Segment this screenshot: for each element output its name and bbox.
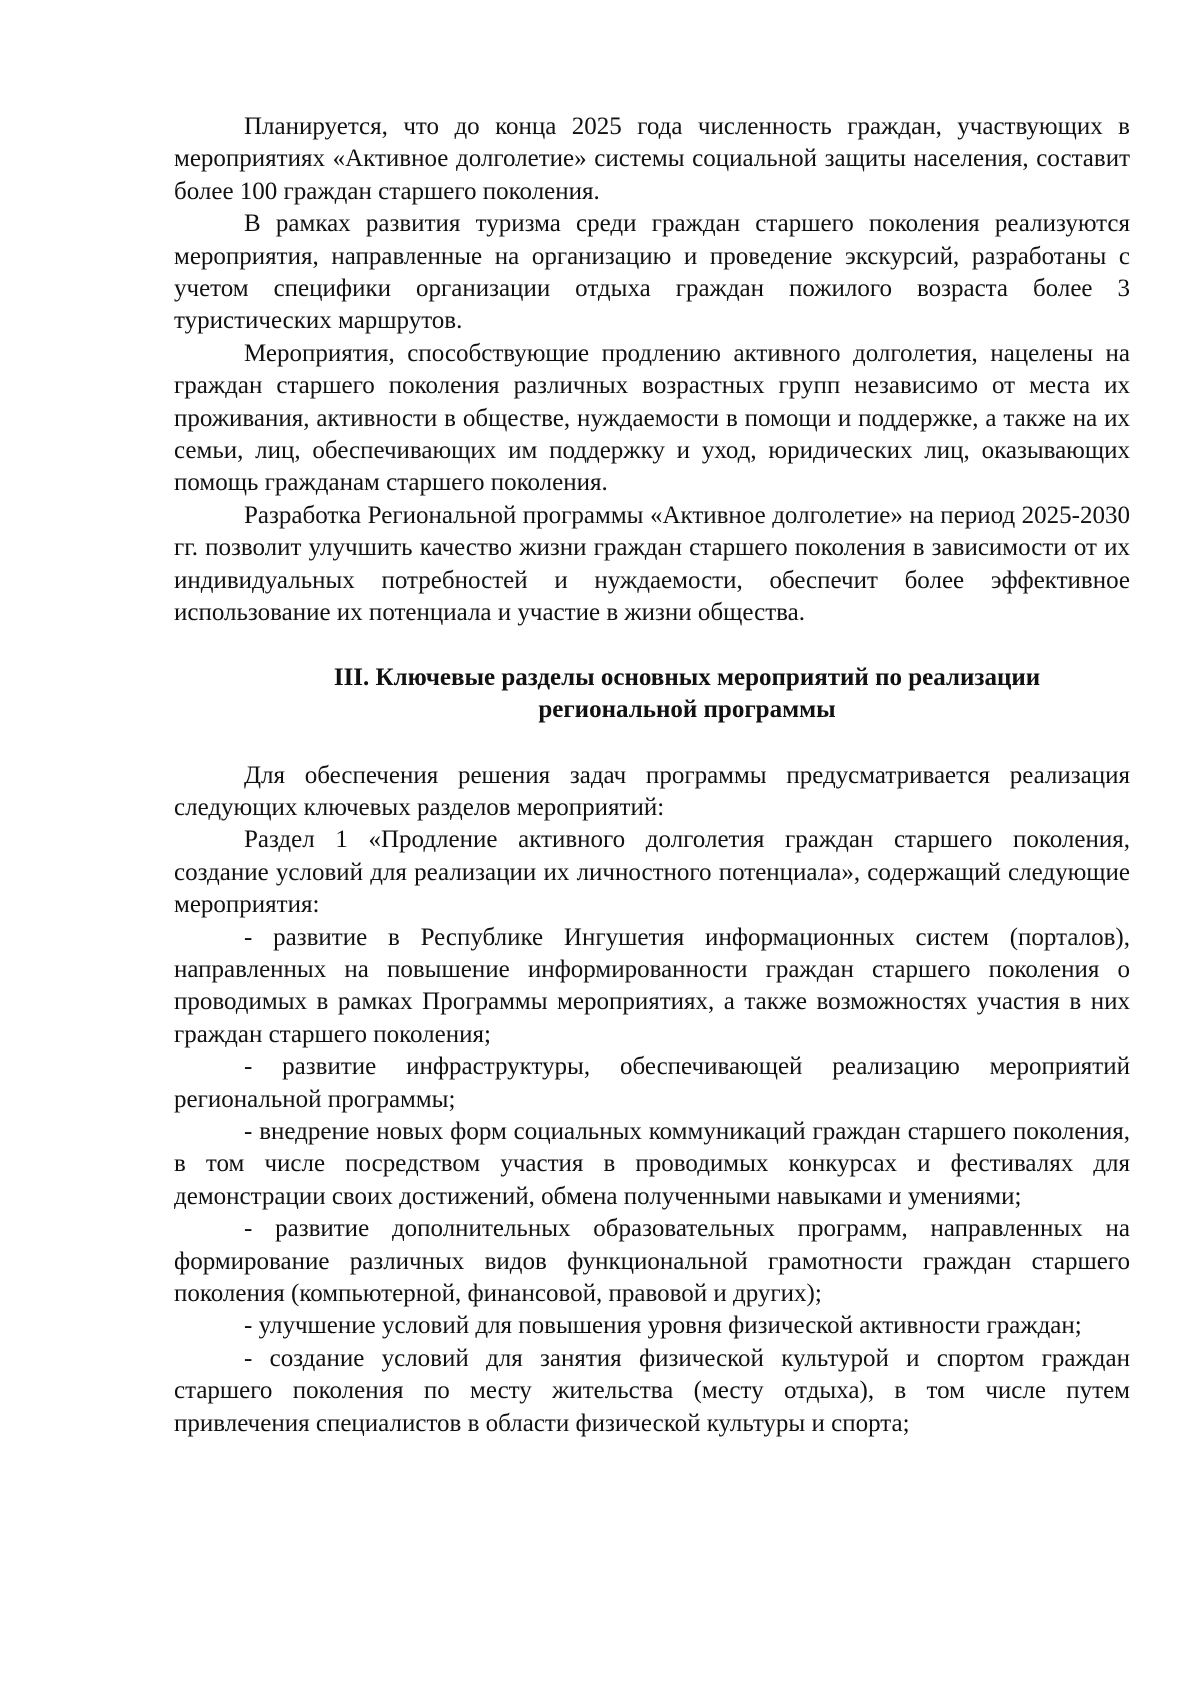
section-heading-line-1: III. Ключевые разделы основных мероприятий по реализации bbox=[333, 663, 1041, 691]
intro-paragraph-1: Планируется, что до конца 2025 года численность граждан, участвующих в мероприятиях «Активное долголетие» системы социальной защиты населения, составит более 100 граждан старшего поколения. bbox=[174, 113, 1130, 205]
list-item-2: - развитие инфраструктуры, обеспечивающей реализацию мероприятий региональной программы; bbox=[174, 1053, 1130, 1113]
intro-paragraph-3: Мероприятия, способствующие продлению активного долголетия, нацелены на граждан старшего поколения различных возрастных групп независимо от места их проживания, активности в обществе, нуждаемости в помощи и поддержке, а также на их семьи, лиц, обеспечивающих им поддержку и уход, юридических лиц, оказывающих помощь гражданам старшего поколения. bbox=[174, 339, 1130, 497]
section-paragraph-2: Раздел 1 «Продление активного долголетия граждан старшего поколения, создание условий для реализации их личностного потенциала», содержащий следующие мероприятия: bbox=[174, 826, 1130, 919]
list-item-1: - развитие в Республике Ингушетия информационных систем (порталов), направленных на повышение информированности граждан старшего поколения о проводимых в рамках Программы мероприятиях, а также возможностях участия в них граждан старшего поколения; bbox=[174, 923, 1130, 1048]
list-item-4: - развитие дополнительных образовательных программ, направленных на формирование различных видов функциональной грамотности граждан старшего поколения (компьютерной, финансовой, правовой и других); bbox=[174, 1215, 1130, 1307]
section-paragraph-1: Для обеспечения решения задач программы предусматривается реализация следующих ключевых разделов мероприятий: bbox=[174, 761, 1130, 821]
intro-paragraph-4: Разработка Региональной программы «Активное долголетие» на период 2025-2030 гг. позволит улучшить качество жизни граждан старшего поколения в зависимости от их индивидуальных потребностей и нуждаемости, обеспечит более эффективное использование их потенциала и участие в жизни общества. bbox=[174, 501, 1130, 627]
section-heading bbox=[174, 662, 1130, 726]
list-item-3: - внедрение новых форм социальных коммуникаций граждан старшего поколения, в том числе посредством участия в проводимых конкурсах и фестивалях для демонстрации своих достижений, обмена полученными навыками и умениями; bbox=[174, 1117, 1130, 1210]
list-item-6: - создание условий для занятия физической культурой и спортом граждан старшего поколения по месту жительства (месту отдыха), в том числе путем привлечения специалистов в области физической культуры и спорта; bbox=[174, 1344, 1130, 1437]
list-item-5: - улучшение условий для повышения уровня физической активности граждан; bbox=[244, 1312, 1082, 1340]
intro-paragraph-2: В рамках развития туризма среди граждан старшего поколения реализуются мероприятия, направленные на организацию и проведение экскурсий, разработаны с учетом специфики организации отдыха граждан пожилого возраста более 3 туристических маршрутов. bbox=[174, 210, 1130, 335]
section-heading-line-2: региональной программы bbox=[538, 695, 836, 723]
document-page bbox=[174, 111, 1130, 1440]
